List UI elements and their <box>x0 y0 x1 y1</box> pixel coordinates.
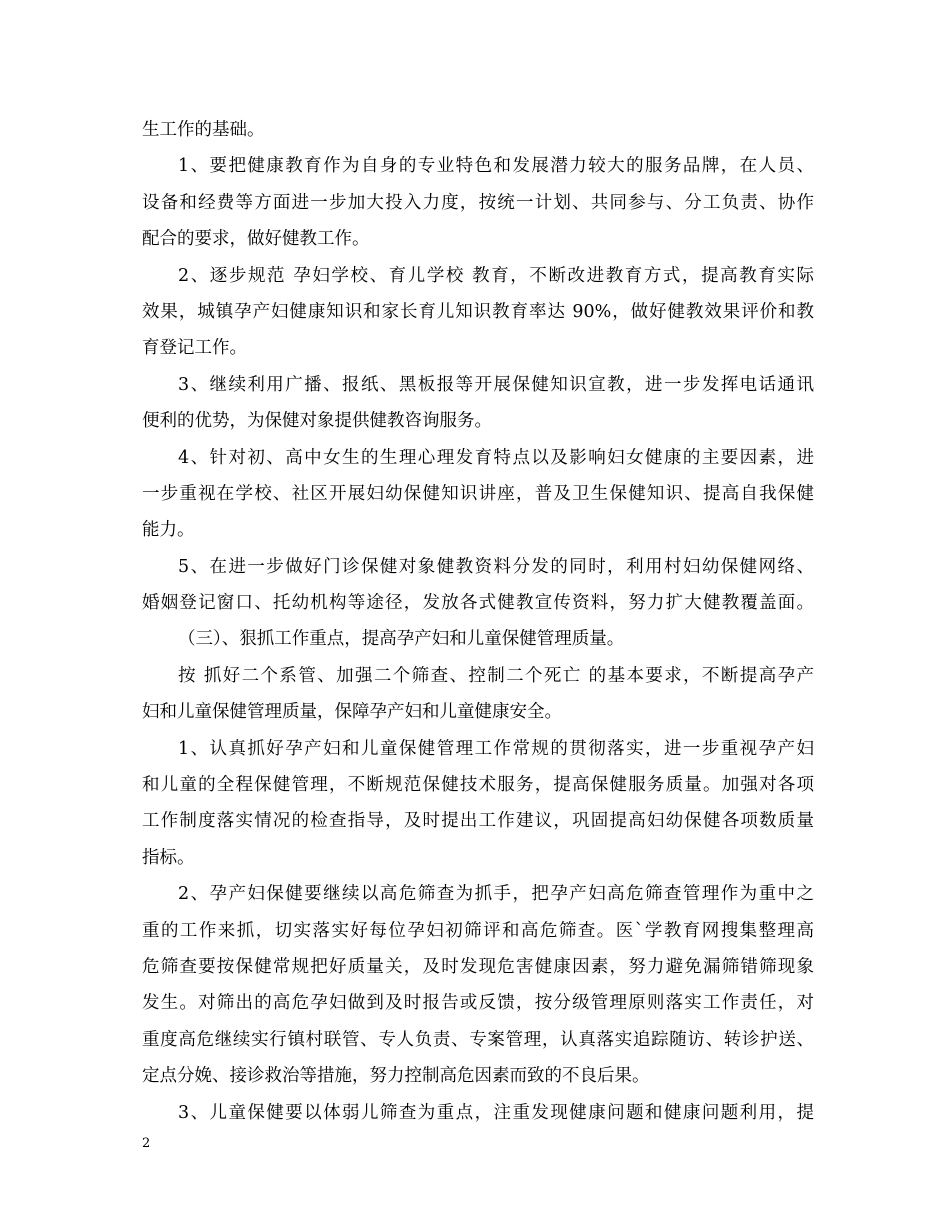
text-line-24: 危筛查要按保健常规把好质量关，及时发现危害健康因素，努力避免漏筛错筛现象 <box>142 956 814 977</box>
text-line-28: 3、儿童保健要以体弱儿筛查为重点，注重发现健康问题和健康问题利用，提 <box>178 1102 814 1123</box>
text-line-23: 重的工作来抓，切实落实好每位孕妇初筛评和高危筛查。医`学教育网搜集整理高 <box>142 920 814 941</box>
text-line-9: 便利的优势，为保健对象提供健教咨询服务。 <box>142 411 492 432</box>
text-line-2: 1、要把健康教育作为自身的专业特色和发展潜力较大的服务品牌，在人员、 <box>178 156 814 177</box>
document-body <box>142 112 814 1131</box>
text-line-27: 定点分娩、接诊救治等措施，努力控制高危因素而致的不良后果。 <box>142 1066 650 1087</box>
text-line-14: 婚姻登记窗口、托幼机构等途径，发放各式健教宣传资料，努力扩大健教覆盖面。 <box>142 593 814 614</box>
text-line-15: （三）、狠抓工作重点，提高孕产妇和儿童保健管理质量。 <box>178 629 625 650</box>
text-line-25: 发生。对筛出的高危孕妇做到及时报告或反馈，按分级管理原则落实工作责任，对 <box>142 993 814 1014</box>
page-number: 2 <box>142 1136 151 1151</box>
text-line-5: 2、逐步规范 孕妇学校、育儿学校 教育，不断改进教育方式，提高教育实际 <box>178 265 814 286</box>
text-line-7: 育登记工作。 <box>142 338 247 359</box>
text-line-18: 1、认真抓好孕产妇和儿童保健管理工作常规的贯彻落实，进一步重视孕产妇 <box>178 738 814 759</box>
text-line-17: 妇和儿童保健管理质量，保障孕产妇和儿童健康安全。 <box>142 702 562 723</box>
text-line-11: 一步重视在学校、社区开展妇幼保健知识讲座，普及卫生保健知识、提高自我保健 <box>142 483 814 504</box>
text-line-1: 生工作的基础。 <box>142 120 265 140</box>
text-line-8: 3、继续利用广播、报纸、黑板报等开展保健知识宣教，进一步发挥电话通讯 <box>178 374 814 395</box>
text-line-21: 指标。 <box>142 847 195 868</box>
text-line-22: 2、孕产妇保健要继续以高危筛查为抓手，把孕产妇高危筛查管理作为重中之 <box>178 884 814 905</box>
text-line-19: 和儿童的全程保健管理，不断规范保健技术服务，提高保健服务质量。加强对各项 <box>142 775 814 796</box>
text-line-16: 按 抓好二个系管、加强二个筛查、控制二个死亡 的基本要求，不断提高孕产 <box>178 665 814 686</box>
text-line-13: 5、在进一步做好门诊保健对象健教资料分发的同时，利用村妇幼保健网络、 <box>178 556 814 577</box>
text-line-3: 设备和经费等方面进一步加大投入力度，按统一计划、共同参与、分工负责、协作 <box>142 192 814 213</box>
text-line-20: 工作制度落实情况的检查指导，及时提出工作建议，巩固提高妇幼保健各项数质量 <box>142 811 814 832</box>
text-line-6: 效果，城镇孕产妇健康知识和家长育儿知识教育率达 90%，做好健教效果评价和教 <box>142 301 814 322</box>
text-line-26: 重度高危继续实行镇村联管、专人负责、专案管理，认真落实追踪随访、转诊护送、 <box>142 1029 814 1050</box>
text-line-10: 4、针对初、高中女生的生理心理发育特点以及影响妇女健康的主要因素，进 <box>178 447 814 468</box>
text-line-4: 配合的要求，做好健教工作。 <box>142 229 370 250</box>
text-line-12: 能力。 <box>142 520 195 541</box>
